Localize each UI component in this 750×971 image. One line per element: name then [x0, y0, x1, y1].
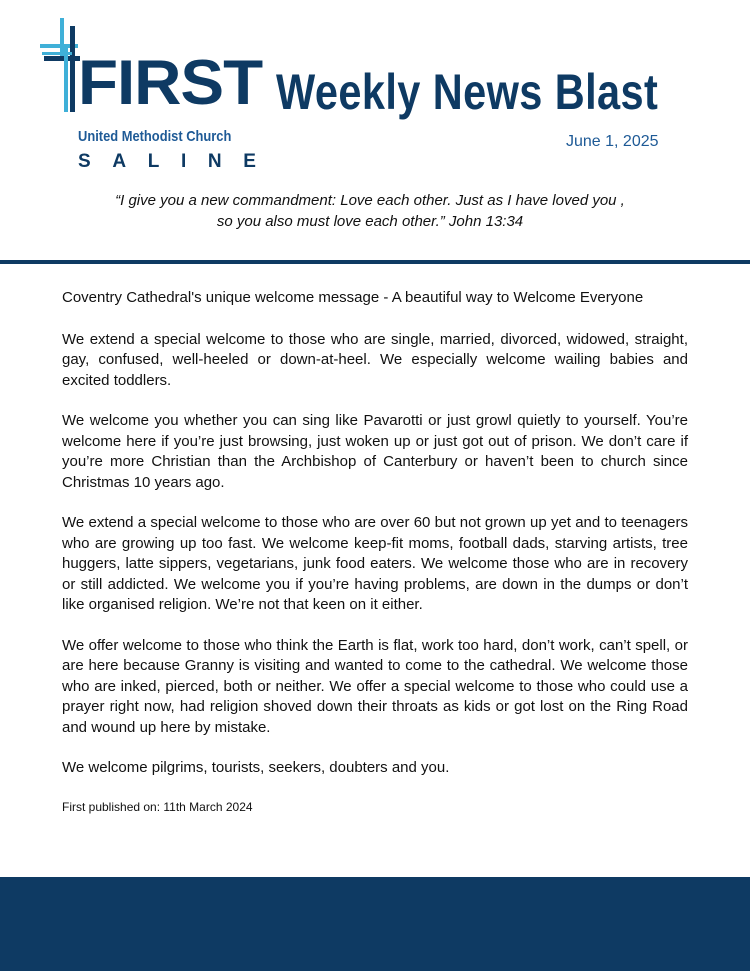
- article: [62, 288, 688, 835]
- quote-line: “I give you a new commandment: Love each other. Just as I have loved you ,: [115, 192, 625, 209]
- quote-line: so you also must love each other.” John 13:34: [216, 213, 524, 230]
- newsletter-date: June 1, 2025: [566, 133, 659, 150]
- logo-wordmark: FIRST: [78, 48, 263, 118]
- logo-city-letter: E: [243, 151, 256, 172]
- logo-subtitle: United Methodist Church: [78, 128, 232, 145]
- logo-city: [78, 152, 256, 172]
- logo-city-letter: L: [147, 151, 160, 172]
- church-logo: [40, 18, 263, 172]
- article-paragraph: We extend a special welcome to those who are over 60 but not grown up yet and to teenagers who are growing up too fast. We welcome keep-fit moms, football dads, starving artists, tree huggers, latte sippers, vegetarians, junk food eaters. We welcome those who are in recovery or still addicted. We welcome you if you’re having problems, are down in the dumps or don’t like organised religion. We’re not that keen on it either.: [62, 514, 688, 613]
- article-paragraph: We welcome pilgrims, tourists, seekers, doubters and you.: [62, 759, 450, 776]
- header-divider: [0, 260, 750, 264]
- newsletter-title: Weekly News Blast: [276, 64, 659, 120]
- logo-city-letter: A: [112, 151, 127, 172]
- logo-city-letter: S: [78, 151, 91, 172]
- logo-city-letter: N: [207, 151, 222, 172]
- article-paragraph: We welcome you whether you can sing like Pavarotti or just growl quietly to yourself. You’re welcome here if you’re just browsing, just woken up or just got out of prison. We don’t care if you’re more Christian than the Archbishop of Canterbury or haven’t been to church since Christmas 10 years ago.: [62, 412, 688, 491]
- newsletter-header: [0, 0, 750, 175]
- footer-band: [0, 877, 750, 971]
- article-title: Coventry Cathedral's unique welcome message - A beautiful way to Welcome Everyone: [62, 289, 644, 306]
- published-date: First published on: 11th March 2024: [62, 799, 253, 814]
- article-paragraph: We extend a special welcome to those who are single, married, divorced, widowed, straight, gay, confused, well-heeled or down-at-heel. We especially welcome wailing babies and excited toddlers.: [62, 330, 688, 389]
- scripture-quote: [60, 190, 680, 232]
- article-paragraph: We offer welcome to those who think the Earth is flat, work too hard, don’t work, can’t spell, or are here because Granny is visiting and wanted to come to the cathedral. We welcome those who are inked, pierced, both or neither. We offer a special welcome to those who could use a prayer right now, had religion shoved down their throats as kids or got lost on the Ring Road and wound up here by mistake.: [62, 636, 688, 736]
- logo-city-letter: I: [180, 151, 187, 172]
